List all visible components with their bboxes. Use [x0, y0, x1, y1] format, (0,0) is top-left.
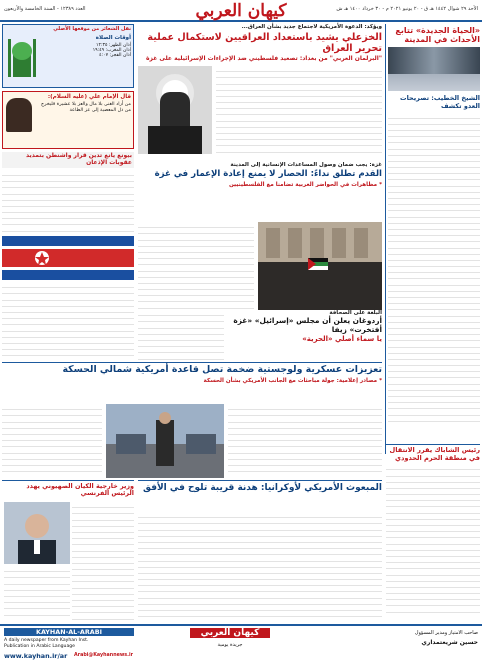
- footer-email[interactable]: Arabi@Kayhannews.ir: [74, 653, 133, 658]
- footer: [0, 624, 482, 663]
- footer-right-name: حسين شريعتمداري: [421, 639, 478, 646]
- footer-right-title: صاحب الامتياز ومدير المسؤول: [414, 630, 478, 636]
- middle-headline: القدم تطلق نداءً: الحصار لا يمنع إعادة الإعمار في غزة: [154, 169, 382, 179]
- erdogan-headline: أردوغان يعلن أن مجلس «إسرائيل» «غزة أفتخرت» زيفا: [233, 316, 382, 334]
- minister-photo: [4, 502, 70, 564]
- erdogan-story: [228, 310, 382, 360]
- middle-story: [138, 162, 382, 222]
- middle-subhead: * مظاهرات في الحواضر العربية تضامنا مع الفلسطينيين: [228, 181, 382, 188]
- left-story-head: بيونغ يانغ تدين قرار واشنطن بتمديد عقوبات الإذعان: [2, 152, 134, 168]
- dateline: الأحد ٢٩ شوال ١٤٤٢ هـ ق - ٢٠ يونيو ٢٠٢١ م - ٣٠ خرداد ١٤٠٠ هـ ش: [336, 6, 478, 12]
- right-column: [388, 24, 480, 444]
- bottom-right-story: [386, 444, 480, 622]
- quote-title: قال الإمام علي (عليه السلام):: [47, 94, 131, 100]
- quote-box: [2, 91, 134, 149]
- protest-photo: [258, 222, 382, 310]
- middle-body: [138, 222, 254, 310]
- erdogan-subhead: يا سماء أصلي «الحرية»: [302, 335, 382, 344]
- bottom-body: [138, 512, 382, 622]
- footer-brand: KAYHAN-AL-ARABI: [4, 628, 134, 636]
- center-top-story: [138, 24, 382, 160]
- quote-text: من أراد الغنى بلا مال والعز بلا عشيرة فليخرج من ذل المعصية إلى عز الطاعة: [41, 102, 131, 114]
- leader-portrait: [6, 98, 32, 132]
- syria-story: [2, 362, 382, 404]
- prayer-box: [2, 24, 134, 88]
- convoy-photo: [106, 404, 224, 478]
- prayer-time-1: أذان الظهر: ١٢:٣٥: [96, 43, 131, 49]
- erdogan-body: [138, 310, 224, 360]
- syria-body-left: [2, 404, 102, 478]
- footer-url[interactable]: www.kayhan.ir/ar: [4, 652, 68, 660]
- footer-center-sub: جريدة يومية: [217, 642, 243, 648]
- syria-subhead: * مصادر إعلامية: جولة مباحثات مع الجانب الأمريكي بشأن الحسكة: [203, 377, 382, 384]
- prayer-time-2: أذان المغرب: ١٩:٤٩: [92, 48, 131, 54]
- right-body: [388, 112, 480, 432]
- bottom-headline: المبعوث الأمريكي لأوكرانيا: هدنة قريبة تلوح في الأفق: [142, 483, 382, 493]
- center-photo-khazali: [138, 66, 212, 154]
- erdogan-kicker: البلغة على الصحافة: [329, 310, 382, 316]
- france-body: [72, 502, 134, 622]
- france-story: [2, 480, 134, 500]
- flag-photo: [2, 236, 134, 280]
- prayer-box-title: أوقات الصلاة: [95, 34, 131, 41]
- right-body-title: الشيخ الخطيب: تصريحات العدو تكشف: [400, 94, 480, 111]
- syria-headline: تعزيزات عسكرية ولوجستية ضخمة تصل قاعدة أمريكية شمالي الحسكة: [62, 364, 382, 375]
- left-intro: نقل الشعائر من موقعها الأصلي: [53, 26, 131, 32]
- prayer-time-3: أذان الفجر: ٤:٠٧: [99, 53, 131, 59]
- left-body: [2, 170, 134, 244]
- left-column: [2, 24, 134, 234]
- right-photo: [388, 47, 480, 91]
- bottom-right-body: [386, 464, 480, 614]
- mosque-illustration: [7, 29, 37, 79]
- france-body-2: [4, 566, 70, 622]
- divider: [385, 24, 386, 454]
- footer-center-title: كيهان العربي: [190, 628, 270, 638]
- center-top-body: [216, 66, 382, 154]
- bottom-story: [138, 480, 382, 510]
- france-headline: وزير خارجية الكيان الصهيوني يهدد الرئيس الفرنسي: [26, 482, 134, 498]
- issue-number: العدد ١٢٣٨٩ - السنة الخامسة والأربعون: [4, 6, 86, 12]
- syria-body-right: [228, 404, 382, 478]
- center-kicker: ويؤكد: الدعوة الأمريكية لاجتماع جديد بشأن العراق...: [241, 24, 382, 30]
- left-body-2: [2, 282, 134, 360]
- right-headline: «الحياة الجديدة» تتابع الأحداث في المدينة: [395, 26, 480, 45]
- middle-kicker: غزة: يجب ضمان وصول المساعدات الإنسانية إلى المدينة: [230, 162, 382, 168]
- footer-tagline-2: Publication in Arabic Language: [4, 644, 76, 649]
- bottom-right-headline: رئيس الشاباك يقرر الانتقال في منطقة الحرم الحدودي: [389, 446, 480, 462]
- center-headline: الخزعلي يشيد باستعداد العراقيين لاستكمال عملية تحرير العراق: [147, 32, 382, 55]
- footer-tagline-1: A daily newspaper from Kayhan Inst.: [4, 638, 89, 643]
- center-subhead: "البرلمان العربي" من بغداد: تصعيد فلسطيني ضد الإجراءات الإسرائيلية على غزة: [145, 55, 382, 63]
- newspaper-logo: كيهان العربي: [195, 1, 287, 21]
